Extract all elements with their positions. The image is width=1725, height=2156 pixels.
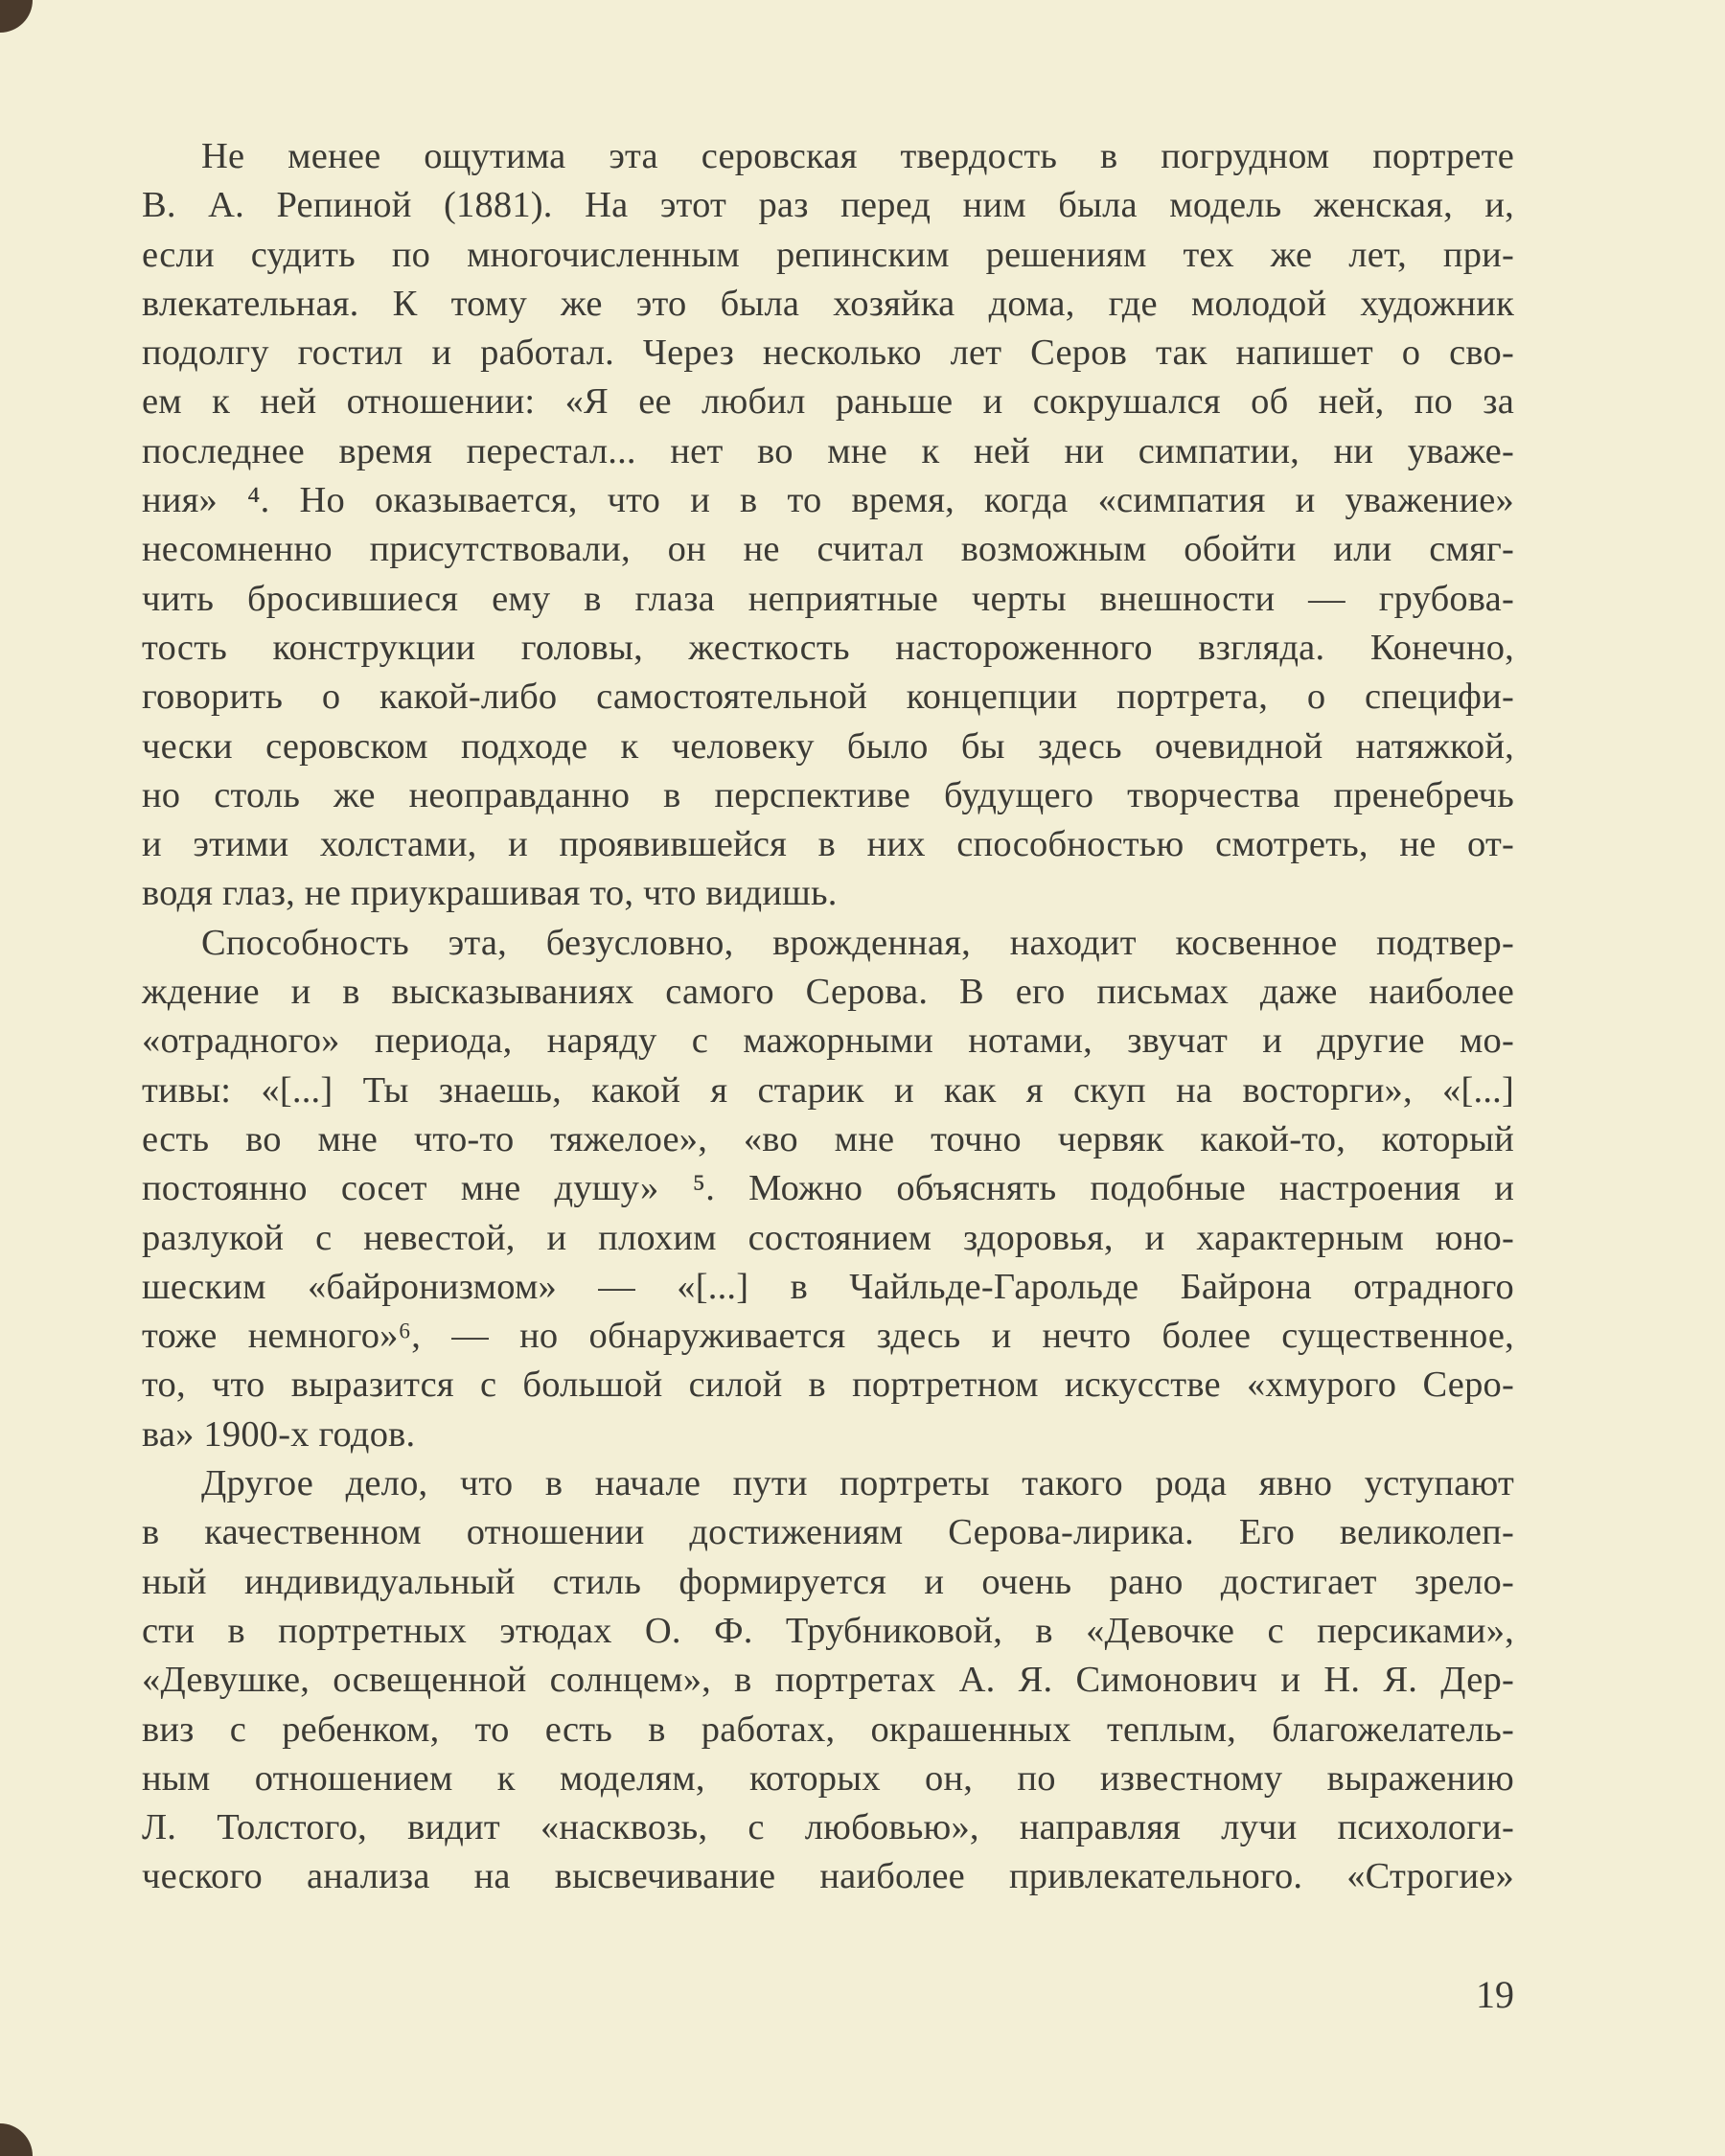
text-line: Способность эта, безусловно, врожденная, находит косвенное подтвер- xyxy=(201,922,1514,963)
page-number: 19 xyxy=(1476,1973,1514,2016)
text-line: чески серовском подходе к человеку было бы здесь очевидной натяжкой, xyxy=(142,725,1514,767)
text-line: постоянно сосет мне душу» ⁵. Можно объяснять подобные настроения и xyxy=(142,1168,1514,1209)
text-line: разлукой с невестой, и плохим состоянием здоровья, и характерным юно- xyxy=(142,1217,1514,1258)
text-line: есть во мне что-то тяжелое», «во мне точно червяк какой-то, который xyxy=(142,1118,1514,1159)
text-line: виз с ребенком, то есть в работах, окрашенных теплым, благожелатель- xyxy=(142,1709,1514,1750)
paragraph xyxy=(142,919,1514,1459)
text-line: ждение и в высказываниях самого Серова. В его письмах даже наиболее xyxy=(142,972,1514,1013)
text-line: влекательная. К тому же это была хозяйка дома, где молодой художник xyxy=(142,283,1514,324)
text-line: ным отношением к моделям, которых он, по известному выражению xyxy=(142,1757,1514,1799)
text-line: последнее время перестал... нет во мне к ней ни симпатии, ни уваже- xyxy=(142,430,1514,471)
text-line: В. А. Репиной (1881). На этот раз перед ним была модель женская, и, xyxy=(142,185,1514,226)
text-line: «отрадного» периода, наряду с мажорными нотами, звучат и другие мо- xyxy=(142,1021,1514,1062)
text-line: ный индивидуальный стиль формируется и очень рано достигает зрело- xyxy=(142,1561,1514,1602)
text-line: чить бросившиеся ему в глаза неприятные черты внешности — грубова- xyxy=(142,578,1514,619)
text-line: ва» 1900-х годов. xyxy=(142,1413,416,1455)
text-line: тость конструкции головы, жесткость настороженного взгляда. Конечно, xyxy=(142,627,1514,668)
page-corner-shadow xyxy=(0,2123,33,2156)
text-line: то, что выразится с большой силой в портретном искусстве «хмурого Серо- xyxy=(142,1365,1514,1406)
text-line: «Девушке, освещенной солнцем», в портретах А. Я. Симонович и Н. Я. Дер- xyxy=(142,1660,1514,1701)
text-line: подолгу гостил и работал. Через несколько лет Серов так напишет о сво- xyxy=(142,333,1514,374)
text-line: ем к ней отношении: «Я ее любил раньше и сокрушался об ней, по за xyxy=(142,381,1514,423)
page-corner-shadow xyxy=(0,0,33,33)
text-line: в качественном отношении достижениям Серова-лирика. Его великолеп- xyxy=(142,1512,1514,1553)
body-text xyxy=(142,132,1514,1902)
text-line: тивы: «[...] Ты знаешь, какой я старик и как я скуп на восторги», «[...] xyxy=(142,1069,1514,1111)
text-line: Л. Толстого, видит «насквозь, с любовью», направляя лучи психологи- xyxy=(142,1807,1514,1848)
paragraph xyxy=(142,132,1514,919)
text-line: несомненно присутствовали, он не считал возможным обойти или смяг- xyxy=(142,529,1514,570)
paragraph xyxy=(142,1459,1514,1902)
text-line: но столь же неоправданно в перспективе будущего творчества пренебречь xyxy=(142,774,1514,815)
text-line: ния» ⁴. Но оказывается, что и в то время, когда «симпатия и уважение» xyxy=(142,480,1514,521)
text-line: водя глаз, не приукрашивая то, что видишь. xyxy=(142,873,838,914)
text-line: сти в портретных этюдах О. Ф. Трубниковой, в «Девочке с персиками», xyxy=(142,1610,1514,1651)
text-line: тоже немного»⁶, — но обнаруживается здесь и нечто более существенное, xyxy=(142,1316,1514,1357)
text-line: говорить о какой-либо самостоятельной концепции портрета, о специфи- xyxy=(142,677,1514,718)
text-line: и этими холстами, и проявившейся в них способностью смотреть, не от- xyxy=(142,824,1514,865)
text-line: шеским «байронизмом» — «[...] в Чайльде-Гарольде Байрона отрадного xyxy=(142,1266,1514,1307)
text-line: если судить по многочисленным репинским решениям тех же лет, при- xyxy=(142,234,1514,275)
text-line: ческого анализа на высвечивание наиболее привлекательного. «Строгие» xyxy=(142,1856,1514,1897)
text-line: Другое дело, что в начале пути портреты такого рода явно уступают xyxy=(201,1463,1514,1504)
text-line: Не менее ощутима эта серовская твердость в погрудном портрете xyxy=(201,136,1514,176)
